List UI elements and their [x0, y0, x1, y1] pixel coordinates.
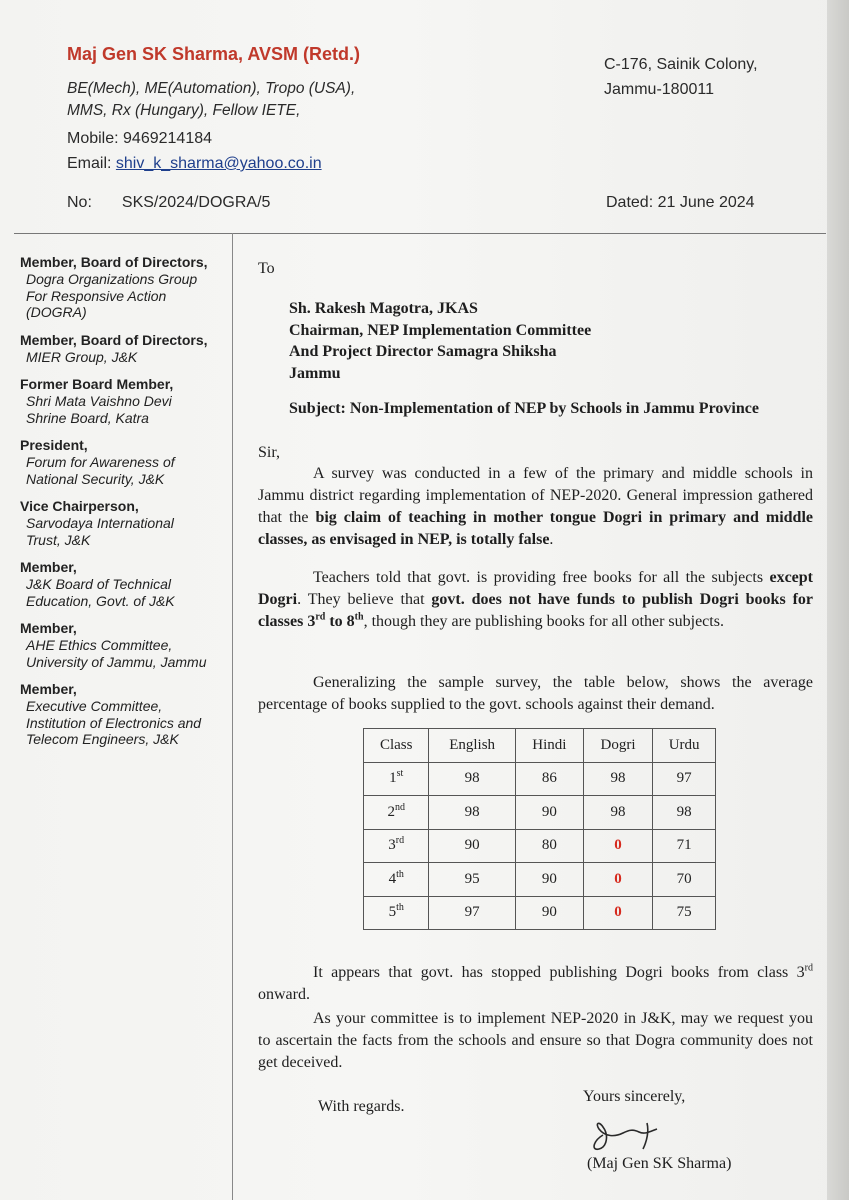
- table-header-cell: Dogri: [583, 729, 652, 763]
- affiliation-desc: Sarvodaya International: [26, 515, 174, 531]
- table-header-row: [364, 729, 716, 763]
- recipient-line: Jammu: [289, 364, 341, 382]
- superscript: rd: [804, 962, 813, 974]
- sidebar-affiliation: [20, 559, 230, 609]
- signature-icon: [585, 1113, 675, 1155]
- sidebar-affiliation: [20, 332, 230, 366]
- class-cell: [364, 829, 429, 863]
- paragraph-generalizing: [258, 672, 813, 716]
- class-number: 4: [388, 870, 397, 887]
- signatory-name: (Maj Gen SK Sharma): [587, 1155, 732, 1172]
- qualifications-line: BE(Mech), ME(Automation), Tropo (USA),: [67, 80, 356, 97]
- table-body: [364, 762, 716, 930]
- table-header-cell: Hindi: [515, 729, 583, 763]
- text-run: Teachers told that govt. is providing free books for all the subjects: [313, 569, 770, 586]
- affiliation-title: Member, Board of Directors,: [20, 331, 208, 348]
- class-number: 3: [388, 837, 396, 854]
- table-cell: 98: [653, 796, 716, 830]
- affiliation-desc: MIER Group, J&K: [26, 348, 138, 365]
- text-run: onward.: [258, 986, 310, 1003]
- email-line: [67, 151, 322, 176]
- address-line: Jammu-180011: [604, 81, 714, 98]
- table-cell: 95: [429, 863, 515, 897]
- table-cell: 97: [653, 762, 716, 796]
- paragraph-survey: [258, 463, 813, 551]
- affiliation-desc: AHE Ethics Committee,: [26, 637, 173, 653]
- sidebar-affiliation: [20, 681, 230, 748]
- table-cell: 90: [515, 896, 583, 930]
- table-cell: 98: [583, 762, 652, 796]
- table-cell: 0: [583, 863, 652, 897]
- recipient-line: Chairman, NEP Implementation Committee: [289, 321, 592, 339]
- table-cell: 98: [583, 796, 652, 830]
- class-suffix: th: [396, 868, 404, 880]
- books-supplied-table: [363, 728, 716, 930]
- sidebar-affiliation: [20, 437, 230, 487]
- sidebar-affiliation: [20, 498, 230, 548]
- text-run: As your committee is to implement NEP-2020 in J&K, may we request you to ascertain the facts from the schools and ensure so that Dogra community does not get deceived.: [258, 1010, 813, 1071]
- table-cell: 86: [515, 762, 583, 796]
- affiliation-desc: Education, Govt. of J&K: [26, 592, 175, 609]
- affiliation-title: Member,: [20, 620, 77, 636]
- table-row: [364, 762, 716, 796]
- text-run: to 8: [325, 613, 355, 630]
- superscript: rd: [315, 611, 326, 623]
- table-cell: 97: [429, 896, 515, 930]
- table-row: [364, 896, 716, 930]
- table-cell: 0: [583, 896, 652, 930]
- table-cell: 90: [429, 829, 515, 863]
- letterhead-contact: [67, 126, 322, 176]
- table-cell: 71: [653, 829, 716, 863]
- affiliation-title: President,: [20, 437, 88, 453]
- sidebar-affiliation: [20, 254, 230, 321]
- affiliations-sidebar: [20, 254, 230, 759]
- letter-date: Dated: 21 June 2024: [606, 194, 755, 211]
- table-cell: 98: [429, 762, 515, 796]
- reference-label: No:: [67, 194, 92, 211]
- affiliation-desc: Shri Mata Vaishno Devi: [26, 393, 172, 409]
- affiliation-title: Member,: [20, 681, 77, 697]
- bold-except-dogri: except Dogri: [258, 569, 813, 608]
- affiliation-title: Vice Chairperson,: [20, 498, 139, 514]
- email-link[interactable]: shiv_k_sharma@yahoo.co.in: [115, 155, 322, 172]
- table-cell: 70: [653, 863, 716, 897]
- sidebar-affiliation: [20, 620, 230, 670]
- affiliation-desc: Trust, J&K: [26, 531, 91, 548]
- class-number: 1: [389, 770, 397, 787]
- text-run: . They believe that: [297, 591, 432, 608]
- reference-number: [67, 194, 270, 212]
- affiliation-desc: (DOGRA): [26, 304, 87, 320]
- affiliation-desc: University of Jammu, Jammu: [26, 653, 207, 670]
- class-suffix: nd: [394, 801, 405, 813]
- table-cell: 98: [429, 796, 515, 830]
- table-header-cell: English: [429, 729, 515, 763]
- letterhead-address: [604, 52, 758, 102]
- class-cell: [364, 863, 429, 897]
- table-cell: 75: [653, 896, 716, 930]
- paragraph-request: [258, 1008, 813, 1074]
- email-label: Email:: [67, 155, 116, 172]
- affiliation-desc: Executive Committee,: [26, 698, 163, 714]
- table-row: [364, 829, 716, 863]
- table-header-cell: Urdu: [653, 729, 716, 763]
- subject-line: Subject: Non-Implementation of NEP by Schools in Jammu Province: [289, 400, 759, 417]
- letterhead-qualifications: [67, 78, 355, 122]
- recipient-line: Sh. Rakesh Magotra, JKAS: [289, 300, 478, 317]
- mobile-number: Mobile: 9469214184: [67, 130, 213, 147]
- letterhead-name: Maj Gen SK Sharma, AVSM (Retd.): [67, 44, 361, 64]
- bold-claim: big claim of teaching in mother tongue Dogri in primary and middle classes, as envisaged in NEP, is totally false: [258, 509, 813, 548]
- affiliation-desc: National Security, J&K: [26, 470, 165, 487]
- paragraph-conclusion: [258, 962, 813, 1006]
- salutation: Sir,: [258, 444, 281, 461]
- text-run: .: [549, 531, 554, 548]
- header-divider: [14, 233, 826, 234]
- table-cell: 90: [515, 863, 583, 897]
- text-run: It appears that govt. has stopped publishing Dogri books from class 3: [313, 964, 805, 981]
- page-edge: [827, 0, 849, 1200]
- affiliation-desc: Telecom Engineers, J&K: [26, 731, 179, 747]
- table-row: [364, 863, 716, 897]
- recipient-line: And Project Director Samagra Shiksha: [289, 343, 557, 360]
- class-suffix: rd: [395, 835, 405, 847]
- text-run: A survey was conducted in a few of the primary and middle schools in Jammu district regarding implementation of NEP-2020. General impression gathered that the: [258, 465, 813, 526]
- address-line: C-176, Sainik Colony,: [604, 56, 758, 73]
- closing-sincerely: Yours sincerely,: [583, 1088, 686, 1105]
- sidebar-divider: [232, 233, 233, 1200]
- class-cell: [364, 896, 429, 930]
- text-run: govt. does not have funds to publish Dogri books for classes 3: [258, 591, 813, 630]
- class-number: 2: [387, 803, 395, 820]
- table-header-cell: Class: [364, 729, 429, 763]
- qualifications-line: MMS, Rx (Hungary), Fellow IETE,: [67, 102, 301, 119]
- text-run: Generalizing the sample survey, the table below, shows the average percentage of books supplied to the govt. schools against their demand.: [258, 674, 813, 713]
- paragraph-teachers: [258, 567, 813, 633]
- affiliation-desc: Dogra Organizations Group: [26, 271, 198, 287]
- affiliation-desc: For Responsive Action: [26, 287, 167, 304]
- sidebar-affiliation: [20, 376, 230, 426]
- affiliation-title: Former Board Member,: [20, 376, 174, 392]
- superscript: th: [354, 611, 364, 623]
- affiliation-desc: J&K Board of Technical: [26, 576, 172, 592]
- affiliation-desc: Shrine Board, Katra: [26, 409, 149, 426]
- class-suffix: th: [396, 902, 404, 914]
- class-cell: [364, 796, 429, 830]
- table-row: [364, 796, 716, 830]
- table-cell: 90: [515, 796, 583, 830]
- reference-value: SKS/2024/DOGRA/5: [121, 194, 271, 211]
- recipient-address: [289, 298, 591, 384]
- text-run: , though they are publishing books for all other subjects.: [363, 613, 724, 630]
- class-suffix: st: [396, 768, 404, 780]
- affiliation-desc: Forum for Awareness of: [26, 454, 175, 470]
- table-cell: 0: [583, 829, 652, 863]
- affiliation-title: Member,: [20, 559, 77, 575]
- class-cell: [364, 762, 429, 796]
- affiliation-title: Member, Board of Directors,: [20, 254, 208, 270]
- closing-regards: With regards.: [318, 1098, 405, 1115]
- class-number: 5: [388, 904, 397, 921]
- affiliation-desc: Institution of Electronics and: [26, 714, 202, 731]
- to-line: To: [258, 260, 275, 277]
- table-cell: 80: [515, 829, 583, 863]
